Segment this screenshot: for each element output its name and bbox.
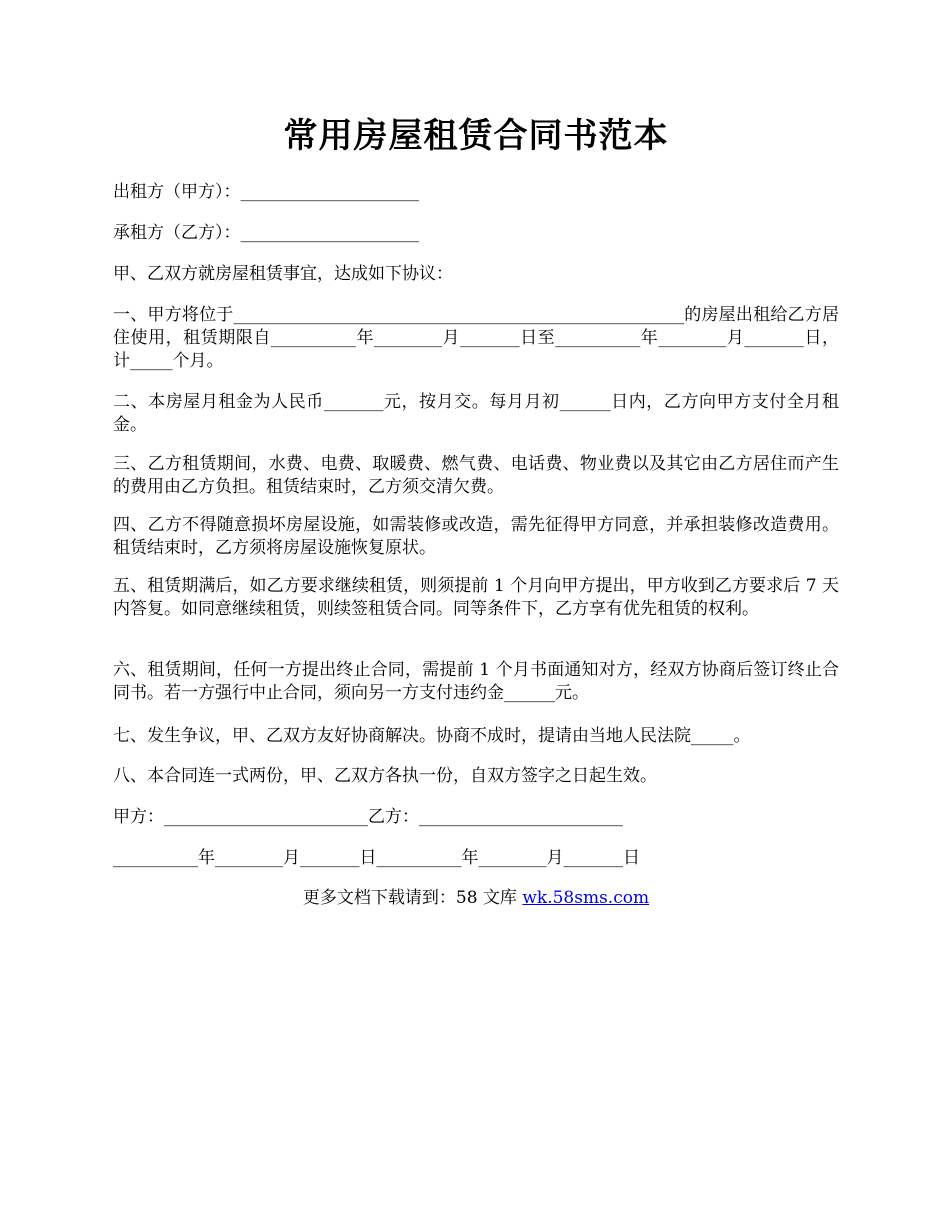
- footer-link[interactable]: wk.58sms.com: [522, 888, 650, 908]
- signature-line: 甲方：________________________乙方：________________________: [113, 807, 623, 827]
- date-line: __________年________月_______日__________年________月_______日: [113, 848, 640, 868]
- lessee-line: 承租方（乙方）：_____________________: [113, 223, 419, 243]
- clause-4: 四、乙方不得随意损坏房屋设施，如需装修或改造，需先征得甲方同意，并承担装修改造费用。租赁结束时，乙方须将房屋设施恢复原状。: [113, 515, 839, 558]
- footer-text: 更多文档下载请到：58 文库: [302, 888, 523, 908]
- clause-3: 三、乙方租赁期间，水费、电费、取暖费、燃气费、电话费、物业费以及其它由乙方居住而产生的费用由乙方负担。租赁结束时，乙方须交清欠费。: [113, 454, 839, 497]
- clause-1: 一、甲方将位于_____________________________________________________的房屋出租给乙方居住使用，租赁期限自__________年________月_______日至__________年________月_______日，计_____个月。: [113, 305, 839, 371]
- document-title: 常用房屋租赁合同书范本: [283, 116, 669, 156]
- clause-2: 二、本房屋月租金为人民币_______元，按月交。每月月初______日内，乙方向甲方支付全月租金。: [113, 392, 839, 435]
- agreement-intro: 甲、乙双方就房屋租赁事宜，达成如下协议：: [113, 264, 453, 284]
- clause-5: 五、租赁期满后，如乙方要求继续租赁，则须提前 1 个月向甲方提出，甲方收到乙方要求后 7 天内答复。如同意继续租赁，则续签租赁合同。同等条件下，乙方享有优先租赁的权利。: [113, 576, 839, 619]
- clause-8: 八、本合同连一式两份，甲、乙双方各执一份，自双方签字之日起生效。: [113, 766, 657, 786]
- clause-7: 七、发生争议，甲、乙双方友好协商解决。协商不成时，提请由当地人民法院_____。: [113, 726, 751, 746]
- lessor-line: 出租方（甲方）：_____________________: [113, 182, 419, 202]
- clause-6: 六、租赁期间，任何一方提出终止合同，需提前 1 个月书面通知对方，经双方协商后签订终止合同书。若一方强行中止合同，须向另一方支付违约金______元。: [113, 660, 839, 703]
- footer: [113, 887, 839, 910]
